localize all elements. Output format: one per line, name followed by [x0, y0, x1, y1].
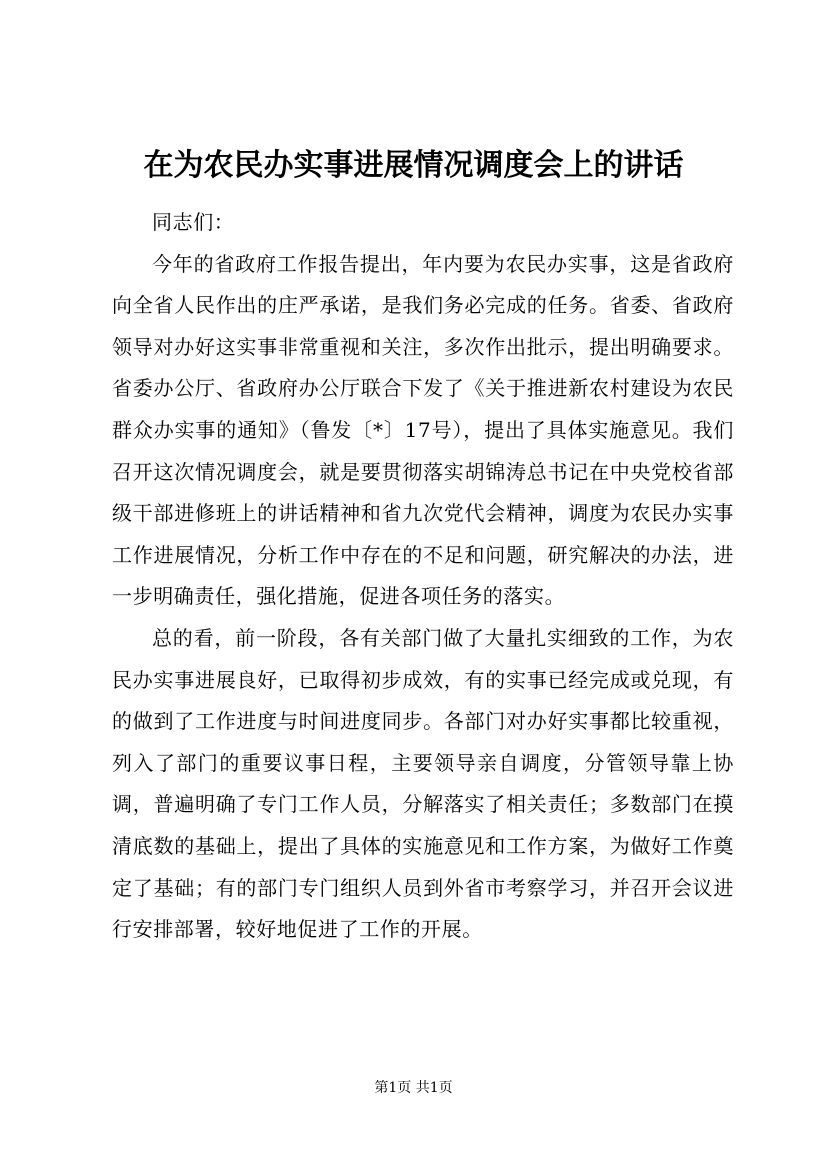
document-body: [112, 202, 734, 951]
salutation: 同志们：: [152, 210, 235, 234]
document-title: 在为农民办实事进展情况调度会上的讲话: [143, 148, 684, 183]
page-footer: 第1页 共1页: [374, 1080, 453, 1096]
paragraph-1: 今年的省政府工作报告提出，年内要为农民办实事，这是省政府向全省人民作出的庄严承诺，是我们务必完成的任务。省委、省政府领导对办好这实事非常重视和关注，多次作出批示，提出明确要求。省委办公厅、省政府办公厅联合下发了《关于推进新农村建设为农民群众办实事的通知》（鲁发〔*〕17号），提出了具体实施意见。我们召开这次情况调度会，就是要贯彻落实胡锦涛总书记在中央党校省部级干部进修班上的讲话精神和省九次党代会精神，调度为农民办实事工作进展情况，分析工作中存在的不足和问题，研究解决的办法，进一步明确责任，强化措施，促进各项任务的落实。: [112, 251, 734, 609]
paragraph-2: 总的看，前一阶段，各有关部门做了大量扎实细致的工作，为农民办实事进展良好，已取得初步成效，有的实事已经完成或兑现，有的做到了工作进度与时间进度同步。各部门对办好实事都比较重视，列入了部门的重要议事日程，主要领导亲自调度，分管领导靠上协调，普遍明确了专门工作人员，分解落实了相关责任；多数部门在摸清底数的基础上，提出了具体的实施意见和工作方案，为做好工作奠定了基础；有的部门专门组织人员到外省市考察学习，并召开会议进行安排部署，较好地促进了工作的开展。: [112, 625, 734, 942]
